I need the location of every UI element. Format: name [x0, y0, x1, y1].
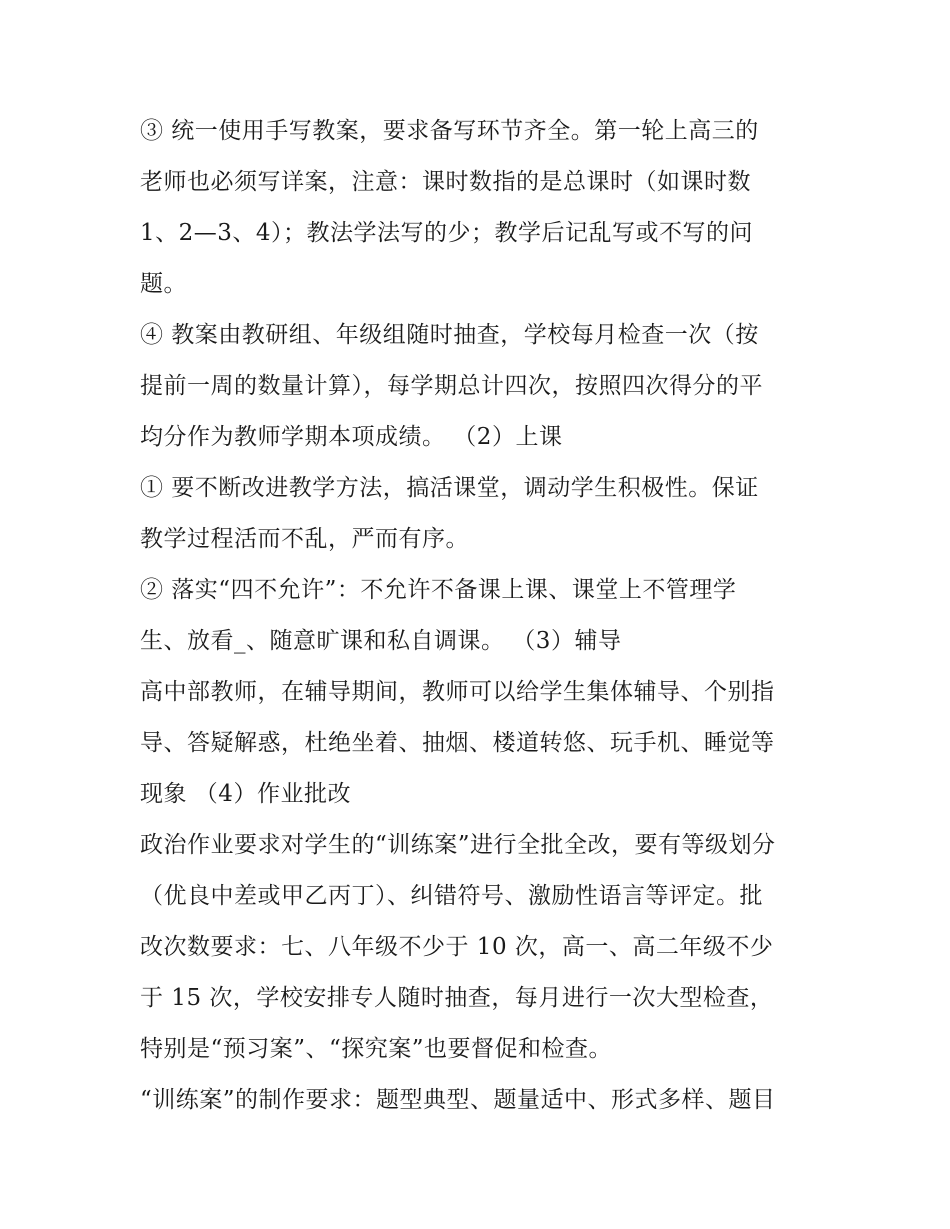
text-line-3: 1、2—3、4）；教法学法写的少；教学后记乱写或不写的问 — [140, 220, 754, 246]
text-line-17: 改次数要求：七、八年级不少于 10 次，高一、高二年级不少 — [140, 934, 774, 960]
text-line-20: “训练案”的制作要求：题型典型、题量适中、形式多样、题目 — [140, 1087, 776, 1113]
text-line-10: ② 落实“四不允许”：不允许不备课上课、课堂上不管理学 — [140, 577, 737, 603]
text-line-8: ① 要不断改进教学方法，搞活课堂，调动学生积极性。保证 — [140, 475, 759, 501]
document-body — [140, 106, 820, 1126]
text-line-9: 教学过程活而不乱，严而有序。 — [140, 526, 469, 552]
text-line-11: 生、放看_、随意旷课和私自调课。 （3）辅导 — [140, 628, 622, 654]
text-line-6: 提前一周的数量计算），每学期总计四次，按照四次得分的平 — [140, 373, 763, 399]
text-line-16: （优良中差或甲乙丙丁）、纠错符号、激励性语言等评定。批 — [140, 883, 763, 909]
text-line-5: ④ 教案由教研组、年级组随时抽查，学校每月检查一次（按 — [140, 322, 759, 348]
text-line-2: 老师也必须写详案，注意：课时数指的是总课时（如课时数 — [140, 169, 751, 195]
text-line-12: 高中部教师，在辅导期间，教师可以给学生集体辅导、个别指 — [140, 679, 775, 705]
text-line-13: 导、答疑解惑，杜绝坐着、抽烟、楼道转悠、玩手机、睡觉等 — [140, 730, 775, 756]
text-line-14: 现象 （4）作业批改 — [140, 781, 351, 807]
text-line-1: ③ 统一使用手写教案，要求备写环节齐全。第一轮上高三的 — [140, 118, 759, 144]
text-line-18: 于 15 次，学校安排专人随时抽查，每月进行一次大型检查， — [140, 985, 774, 1011]
text-line-4: 题。 — [140, 271, 187, 297]
text-line-15: 政治作业要求对学生的“训练案”进行全批全改，要有等级划分 — [140, 832, 776, 858]
text-line-7: 均分作为教师学期本项成绩。 （2）上课 — [140, 424, 563, 450]
text-line-19: 特别是“预习案”、“探究案”也要督促和检查。 — [140, 1036, 613, 1062]
